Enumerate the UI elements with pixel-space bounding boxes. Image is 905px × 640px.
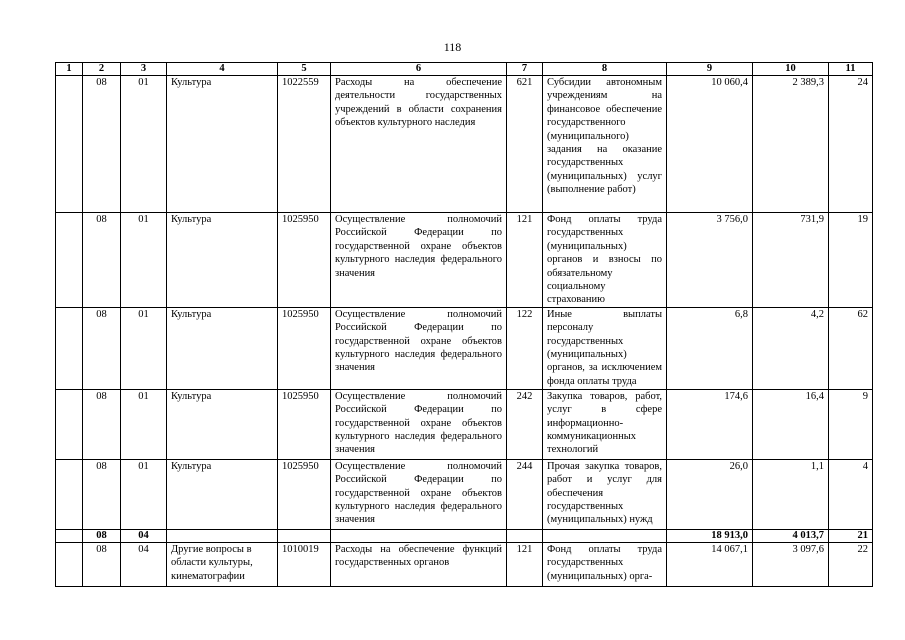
cell-expense-type: 122 [507,307,543,389]
cell-section: 08 [83,213,121,308]
cell-value-11: 22 [829,542,873,586]
col-header-6: 6 [331,63,507,76]
cell-value-9: 6,8 [667,307,753,389]
cell-expense-description: Осуществление полномочий Российской Федерации по государственной охране объектов культурного наследия федерального значения [331,459,507,529]
cell-total-11: 21 [829,529,873,542]
cell-value-10: 1,1 [753,459,829,529]
cell-subsection: 01 [121,459,167,529]
cell-value-10: 4,2 [753,307,829,389]
cell-target-code [278,529,331,542]
cell-expense-type [507,529,543,542]
cell-subsection: 04 [121,542,167,586]
cell-value-11: 19 [829,213,873,308]
cell-name: Культура [167,213,278,308]
table-row [56,213,873,308]
table-row [56,542,873,586]
cell-expense-type-name: Субсидии автономным учреждениям на финансовое обеспечение государственного (муниципального) задания на оказание государственных (муниципальных) услуг (выполнение работ) [543,76,667,213]
cell-value-11: 4 [829,459,873,529]
cell-total-9: 18 913,0 [667,529,753,542]
cell-subsection: 04 [121,529,167,542]
cell-expense-description: Осуществление полномочий Российской Федерации по государственной охране объектов культурного наследия федерального значения [331,307,507,389]
cell-expense-type-name: Прочая закупка товаров, работ и услуг для обеспечения государственных (муниципальных) нужд [543,459,667,529]
cell-expense-type: 242 [507,389,543,459]
col-header-1: 1 [56,63,83,76]
cell-value-10: 3 097,6 [753,542,829,586]
cell-value-10: 2 389,3 [753,76,829,213]
cell-value-9: 3 756,0 [667,213,753,308]
cell-target-code: 1025950 [278,213,331,308]
cell-expense-type: 121 [507,542,543,586]
cell-expense-description: Осуществление полномочий Российской Федерации по государственной охране объектов культурного наследия федерального значения [331,213,507,308]
col-header-10: 10 [753,63,829,76]
cell-expense-type: 121 [507,213,543,308]
cell-1 [56,542,83,586]
cell-expense-type: 244 [507,459,543,529]
col-header-8: 8 [543,63,667,76]
cell-expense-type: 621 [507,76,543,213]
cell-value-11: 24 [829,76,873,213]
cell-section: 08 [83,529,121,542]
cell-1 [56,213,83,308]
cell-subsection: 01 [121,213,167,308]
cell-expense-description: Расходы на обеспечение деятельности государственных учреждений в области сохранения объектов культурного наследия [331,76,507,213]
cell-value-10: 731,9 [753,213,829,308]
cell-expense-type-name: Фонд оплаты труда государственных (муниципальных) орга- [543,542,667,586]
col-header-7: 7 [507,63,543,76]
cell-expense-description: Осуществление полномочий Российской Федерации по государственной охране объектов культурного наследия федерального значения [331,389,507,459]
table-row [56,459,873,529]
cell-1 [56,459,83,529]
page-number: 118 [443,40,462,54]
cell-1 [56,529,83,542]
cell-expense-type-name: Иные выплаты персоналу государственных (муниципальных) органов, за исключением фонда оплаты труда [543,307,667,389]
cell-expense-type-name: Закупка товаров, работ, услуг в сфере информационно-коммуникационных технологий [543,389,667,459]
cell-name [167,529,278,542]
col-header-4: 4 [167,63,278,76]
budget-table [55,62,873,587]
cell-total-10: 4 013,7 [753,529,829,542]
cell-expense-description: Расходы на обеспечение функций государственных органов [331,542,507,586]
cell-section: 08 [83,307,121,389]
col-header-11: 11 [829,63,873,76]
subtotal-row [56,529,873,542]
cell-value-9: 174,6 [667,389,753,459]
cell-subsection: 01 [121,389,167,459]
cell-1 [56,389,83,459]
cell-expense-type-name: Фонд оплаты труда государственных (муниципальных) органов и взносы по обязательному социальному страхованию [543,213,667,308]
cell-target-code: 1025950 [278,389,331,459]
col-header-5: 5 [278,63,331,76]
cell-1 [56,76,83,213]
cell-subsection: 01 [121,76,167,213]
cell-name: Культура [167,459,278,529]
cell-section: 08 [83,542,121,586]
cell-expense-description [331,529,507,542]
cell-value-9: 14 067,1 [667,542,753,586]
cell-section: 08 [83,76,121,213]
table-row [56,76,873,213]
table-row [56,307,873,389]
col-header-3: 3 [121,63,167,76]
col-header-2: 2 [83,63,121,76]
cell-name: Культура [167,307,278,389]
cell-value-9: 10 060,4 [667,76,753,213]
cell-section: 08 [83,459,121,529]
cell-target-code: 1022559 [278,76,331,213]
cell-value-11: 9 [829,389,873,459]
header-row [56,63,873,76]
col-header-9: 9 [667,63,753,76]
cell-section: 08 [83,389,121,459]
cell-target-code: 1025950 [278,459,331,529]
cell-value-11: 62 [829,307,873,389]
table-row [56,389,873,459]
cell-1 [56,307,83,389]
cell-target-code: 1010019 [278,542,331,586]
cell-expense-type-name [543,529,667,542]
cell-name: Культура [167,76,278,213]
cell-name: Культура [167,389,278,459]
cell-subsection: 01 [121,307,167,389]
cell-value-9: 26,0 [667,459,753,529]
cell-target-code: 1025950 [278,307,331,389]
cell-name: Другие вопросы в области культуры, кинематографии [167,542,278,586]
cell-value-10: 16,4 [753,389,829,459]
